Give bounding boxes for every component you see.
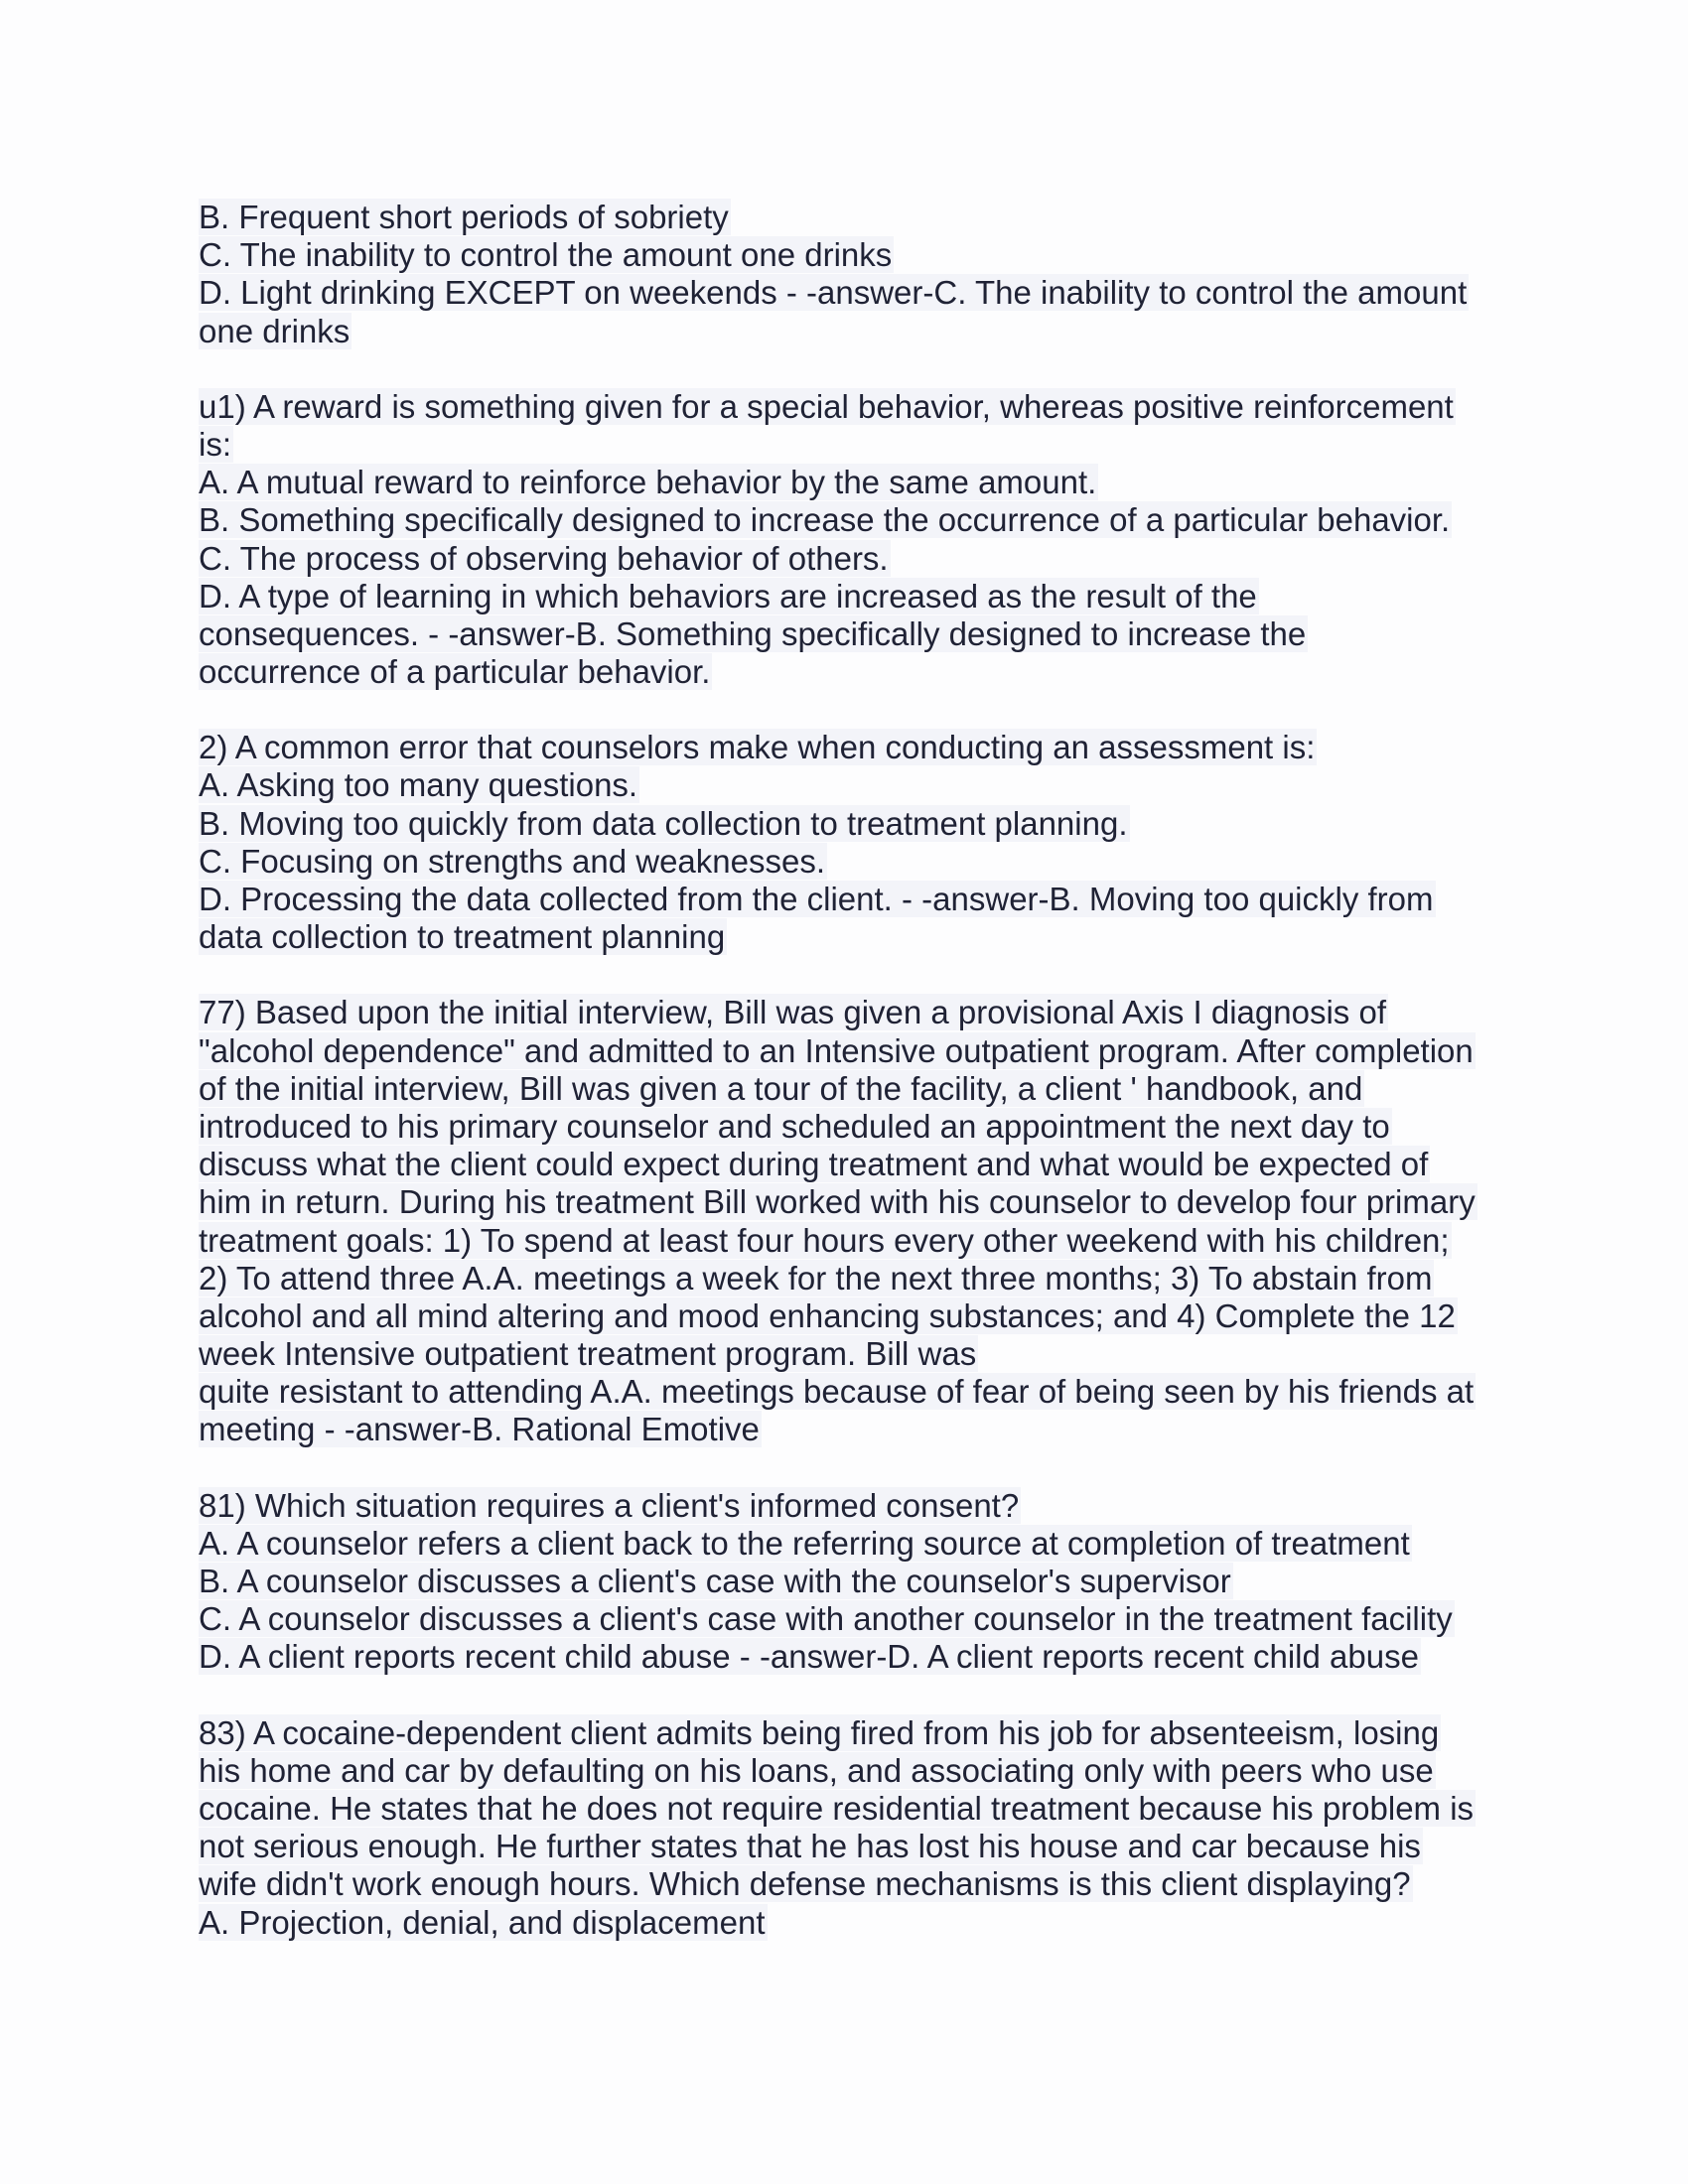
text-line: data collection to treatment planning bbox=[199, 918, 726, 956]
text-line: his home and car by defaulting on his loans, and associating only with peers who use bbox=[199, 1751, 1434, 1789]
text-line: alcohol and all mind altering and mood enhancing substances; and 4) Complete the 12 bbox=[199, 1297, 1456, 1334]
text-line: introduced to his primary counselor and scheduled an appointment the next day to bbox=[199, 1107, 1390, 1145]
text-line: one drinks bbox=[199, 312, 351, 349]
text-line: C. The process of observing behavior of others. bbox=[199, 539, 889, 577]
text-line: A. A counselor refers a client back to the referring source at completion of treatment bbox=[199, 1524, 1410, 1562]
question-block-83 bbox=[199, 1714, 1509, 1942]
question-block-77 bbox=[199, 994, 1509, 1448]
text-line: consequences. - -answer-B. Something specifically designed to increase the bbox=[199, 614, 1307, 652]
document-page bbox=[199, 199, 1509, 1979]
text-line: discuss what the client could expect during treatment and what would be expected of bbox=[199, 1146, 1429, 1183]
text-line: A. A mutual reward to reinforce behavior by the same amount. bbox=[199, 464, 1097, 501]
text-line: of the initial interview, Bill was given a tour of the facility, a client ' handbook, and bbox=[199, 1069, 1363, 1107]
text-line: A. Asking too many questions. bbox=[199, 766, 638, 804]
question-block-assessment-error bbox=[199, 729, 1509, 956]
text-line: C. Focusing on strengths and weaknesses. bbox=[199, 842, 826, 880]
text-line: meeting - -answer-B. Rational Emotive bbox=[199, 1411, 760, 1448]
text-line: wife didn't work enough hours. Which defense mechanisms is this client displaying? bbox=[199, 1865, 1411, 1903]
text-line: B. A counselor discusses a client's case with the counselor's supervisor bbox=[199, 1563, 1231, 1599]
text-line: 2) To attend three A.A. meetings a week for the next three months; 3) To abstain from bbox=[199, 1259, 1433, 1297]
text-line: B. Something specifically designed to increase the occurrence of a particular behavior. bbox=[199, 501, 1451, 539]
text-line: u1) A reward is something given for a special behavior, whereas positive reinforcement bbox=[199, 387, 1454, 425]
text-line: "alcohol dependence" and admitted to an Intensive outpatient program. After completion bbox=[199, 1031, 1474, 1069]
text-line: week Intensive outpatient treatment program. Bill was bbox=[199, 1335, 977, 1373]
text-line: not serious enough. He further states that he has lost his house and car because his bbox=[199, 1828, 1421, 1865]
text-line: 2) A common error that counselors make when conducting an assessment is: bbox=[199, 729, 1316, 766]
text-line: him in return. During his treatment Bill worked with his counselor to develop four primary bbox=[199, 1183, 1476, 1221]
text-line: quite resistant to attending A.A. meetings because of fear of being seen by his friends at bbox=[199, 1373, 1475, 1411]
text-line: D. A type of learning in which behaviors are increased as the result of the bbox=[199, 577, 1257, 614]
text-line: D. Light drinking EXCEPT on weekends - -answer-C. The inability to control the amount bbox=[199, 274, 1468, 312]
text-line: occurrence of a particular behavior. bbox=[199, 653, 711, 691]
question-block-positive-reinforcement bbox=[199, 388, 1509, 692]
text-line: 83) A cocaine-dependent client admits being fired from his job for absenteeism, losing bbox=[199, 1713, 1440, 1751]
text-line: 77) Based upon the initial interview, Bill was given a provisional Axis I diagnosis of bbox=[199, 994, 1386, 1031]
text-line: B. Frequent short periods of sobriety bbox=[199, 199, 729, 235]
text-line: D. A client reports recent child abuse - -answer-D. A client reports recent child abuse bbox=[199, 1638, 1419, 1676]
text-line: treatment goals: 1) To spend at least four hours every other weekend with his children; bbox=[199, 1221, 1450, 1259]
question-block-81 bbox=[199, 1487, 1509, 1677]
text-line: cocaine. He states that he does not require residential treatment because his problem is bbox=[199, 1789, 1475, 1827]
text-line: is: bbox=[199, 425, 231, 463]
text-line: C. The inability to control the amount one drinks bbox=[199, 236, 893, 274]
question-block-alcoholism-answer bbox=[199, 199, 1509, 350]
text-line: A. Projection, denial, and displacement bbox=[199, 1903, 766, 1941]
text-line: B. Moving too quickly from data collection to treatment planning. bbox=[199, 804, 1128, 842]
text-line: 81) Which situation requires a client's informed consent? bbox=[199, 1486, 1020, 1524]
text-line: D. Processing the data collected from the client. - -answer-B. Moving too quickly from bbox=[199, 881, 1434, 917]
text-line: C. A counselor discusses a client's case with another counselor in the treatment facility bbox=[199, 1600, 1453, 1638]
